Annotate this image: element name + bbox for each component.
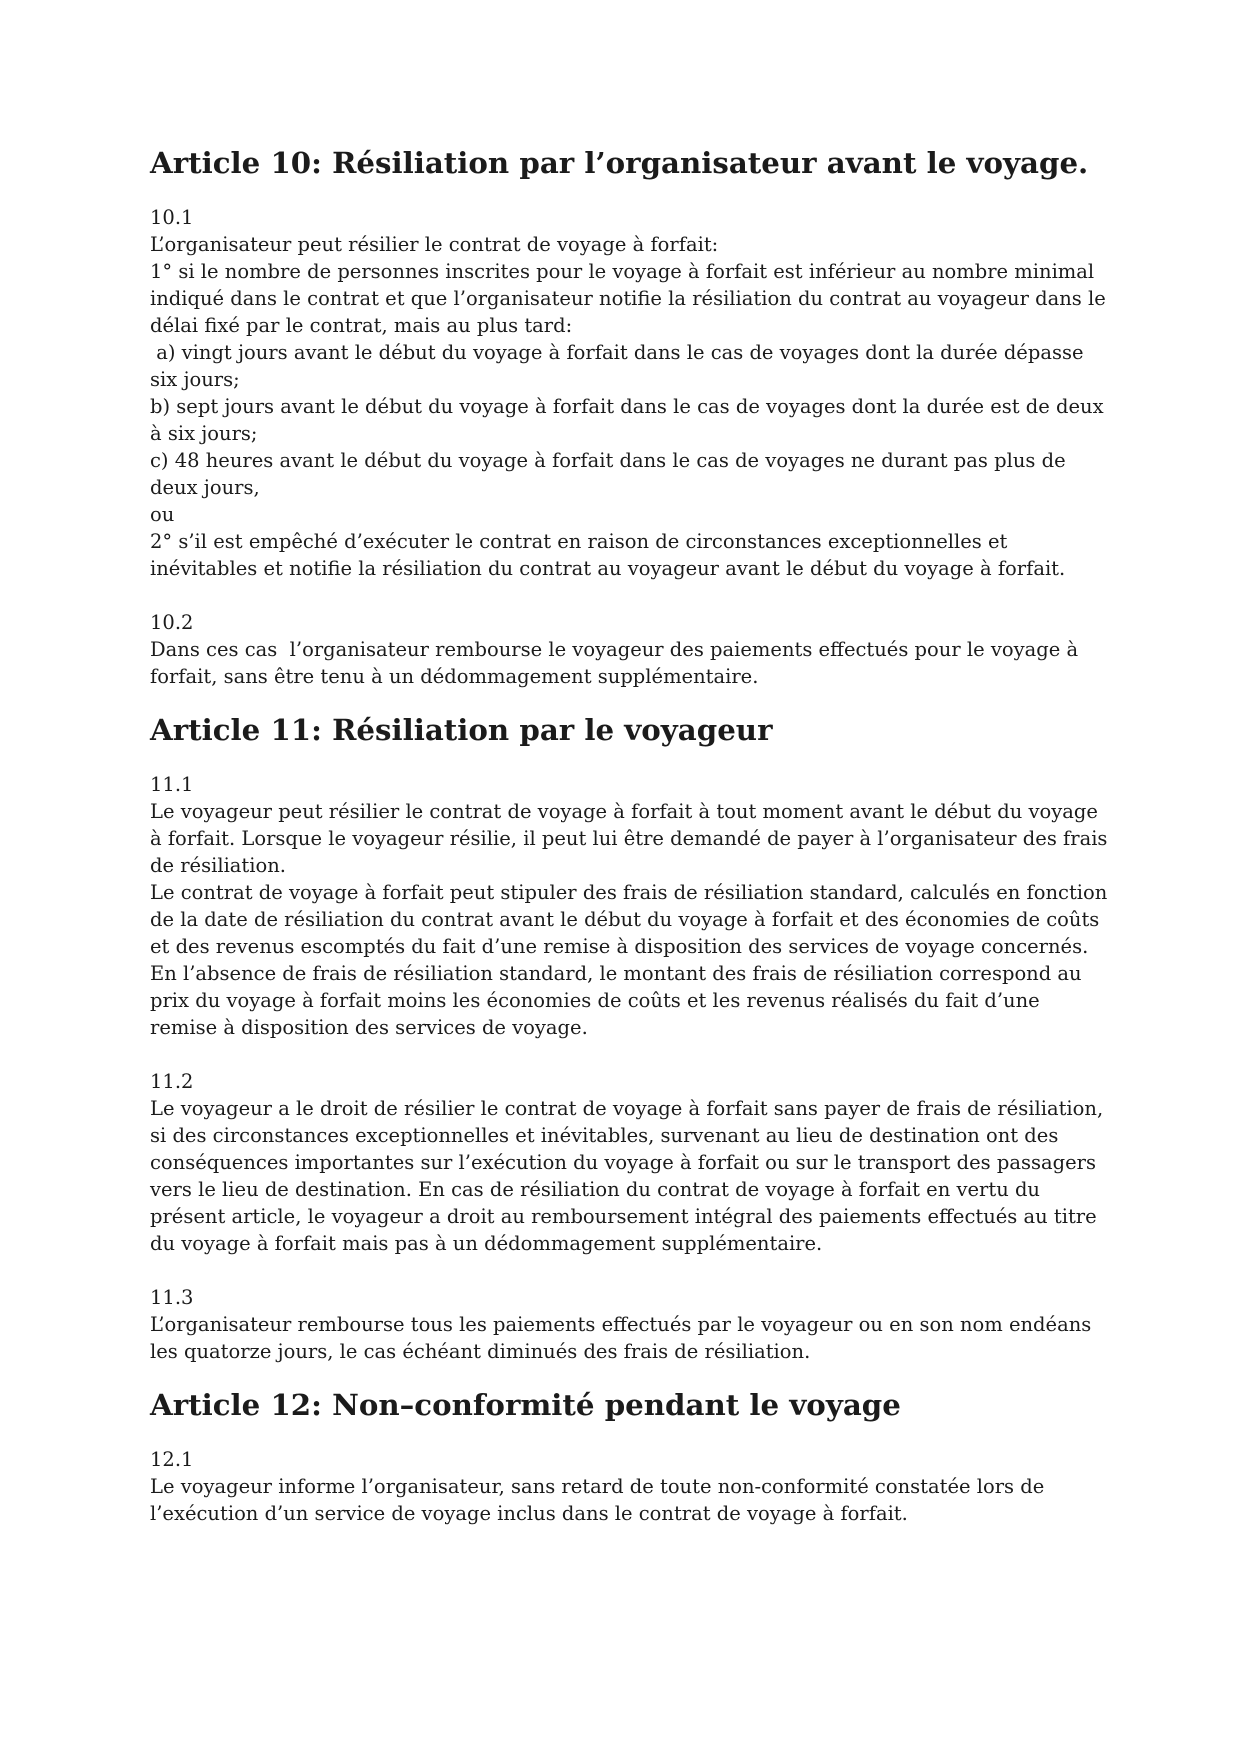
clause-number: 12.1 xyxy=(150,1448,194,1471)
clause xyxy=(150,1446,1110,1527)
clause-text: b) sept jours avant le début du voyage à forfait dans le cas de voyages dont la durée est de deux à six jours; xyxy=(150,395,1110,445)
clause-text: L’organisateur peut résilier le contrat de voyage à forfait: xyxy=(150,233,719,256)
clause-text: Le contrat de voyage à forfait peut stipuler des frais de résiliation standard, calculés en fonction de la date de résiliation du contrat avant le début du voyage à forfait et des économies de coûts et des revenus escomptés du fait d’une remise à disposition des services de voyage concernés. En l’absence de frais de résiliation standard, le montant des frais de résiliation correspond au prix du voyage à forfait moins les économies de coûts et les revenus réalisés du fait d’une remise à disposition des services de voyage. xyxy=(150,881,1114,1039)
clause-number: 10.1 xyxy=(150,206,194,229)
clause xyxy=(150,771,1114,1041)
document-page xyxy=(150,146,1114,1527)
clause xyxy=(150,1068,1110,1257)
article-heading: Article 12: Non–conformité pendant le voyage xyxy=(150,1388,901,1422)
clause-number: 10.2 xyxy=(150,611,194,634)
clause-text: Le voyageur peut résilier le contrat de voyage à forfait à tout moment avant le début du voyage à forfait. Lorsque le voyageur résilie, il peut lui être demandé de payer à l’organisateur des frais de résiliation. xyxy=(150,800,1114,877)
clause-number: 11.2 xyxy=(150,1070,194,1093)
clause-text: Dans ces cas l’organisateur rembourse le voyageur des paiements effectués pour le voyage à forfait, sans être tenu à un dédommagement supplémentaire. xyxy=(150,638,1085,688)
clause-number: 11.1 xyxy=(150,773,194,796)
clause-text: a) vingt jours avant le début du voyage à forfait dans le cas de voyages dont la durée dépasse six jours; xyxy=(150,341,1090,391)
clause-text: ou xyxy=(150,503,175,526)
article-heading: Article 11: Résiliation par le voyageur xyxy=(150,713,773,747)
clause xyxy=(150,204,1110,582)
clause-number: 11.3 xyxy=(150,1286,194,1309)
clause-text: L’organisateur rembourse tous les paiements effectués par le voyageur ou en son nom endéans les quatorze jours, le cas échéant diminués des frais de résiliation. xyxy=(150,1313,1098,1363)
clause xyxy=(150,1284,1110,1365)
article-heading: Article 10: Résiliation par l’organisateur avant le voyage. xyxy=(150,146,1089,180)
clause-text: 2° s’il est empêché d’exécuter le contrat en raison de circonstances exceptionnelles et inévitables et notifie la résiliation du contrat au voyageur avant le début du voyage à forfait. xyxy=(150,530,1066,580)
clause-text: Le voyageur informe l’organisateur, sans retard de toute non-conformité constatée lors de l’exécution d’un service de voyage inclus dans le contrat de voyage à forfait. xyxy=(150,1475,1051,1525)
clause-text: 1° si le nombre de personnes inscrites pour le voyage à forfait est inférieur au nombre minimal indiqué dans le contrat et que l’organisateur notifie la résiliation du contrat au voyageur dans le délai fixé par le contrat, mais au plus tard: xyxy=(150,260,1112,337)
clause xyxy=(150,609,1110,690)
clause-text: c) 48 heures avant le début du voyage à forfait dans le cas de voyages ne durant pas plus de deux jours, xyxy=(150,449,1072,499)
clause-text: Le voyageur a le droit de résilier le contrat de voyage à forfait sans payer de frais de résiliation, si des circonstances exceptionnelles et inévitables, survenant au lieu de destination ont des conséquences importantes sur l’exécution du voyage à forfait ou sur le transport des passagers vers le lieu de destination. En cas de résiliation du contrat de voyage à forfait en vertu du présent article, le voyageur a droit au remboursement intégral des paiements effectués au titre du voyage à forfait mais pas à un dédommagement supplémentaire. xyxy=(150,1097,1110,1255)
